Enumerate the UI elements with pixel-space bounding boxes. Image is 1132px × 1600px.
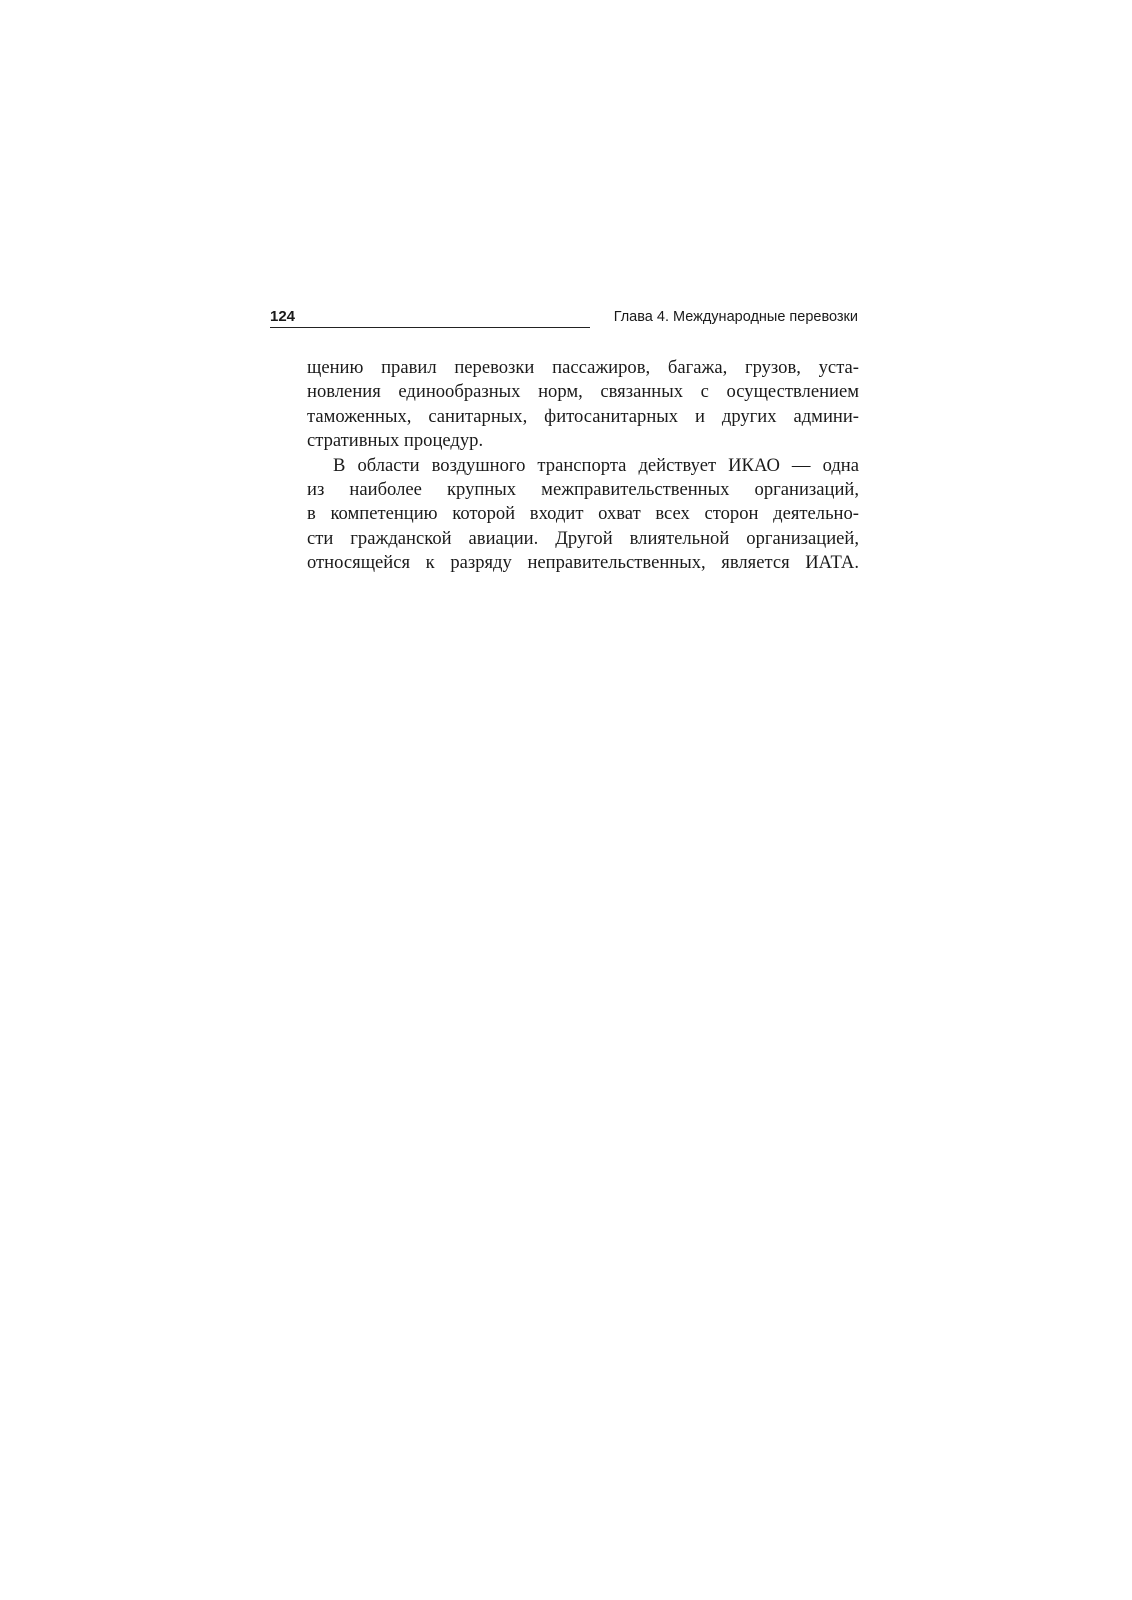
paragraph-2: [307, 454, 859, 576]
text-line: щению правил перевозки пассажиров, багажа, грузов, уста-: [307, 357, 859, 378]
running-title: Глава 4. Международные перевозки: [613, 309, 858, 325]
text-line: в компетенцию которой входит охват всех сторон деятельно-: [307, 503, 859, 525]
text-body: [307, 356, 859, 576]
text-line: В области воздушного транспорта действует ИКАО — одна: [333, 454, 859, 476]
text-line: сти гражданской авиации. Другой влиятельной организацией,: [307, 527, 859, 549]
text-line: новления единообразных норм, связанных с осуществлением: [307, 381, 859, 403]
text-line: из наиболее крупных межправительственных организаций,: [307, 478, 859, 500]
page-header: [270, 308, 858, 332]
header-rule: [270, 327, 590, 328]
text-line: относящейся к разряду неправительственных, является ИАТА.: [307, 552, 859, 574]
paragraph-1: [307, 356, 859, 454]
text-line: стративных процедур.: [307, 430, 484, 452]
page-number: 124: [270, 308, 296, 325]
text-line: таможенных, санитарных, фитосанитарных и других админи-: [307, 405, 859, 427]
